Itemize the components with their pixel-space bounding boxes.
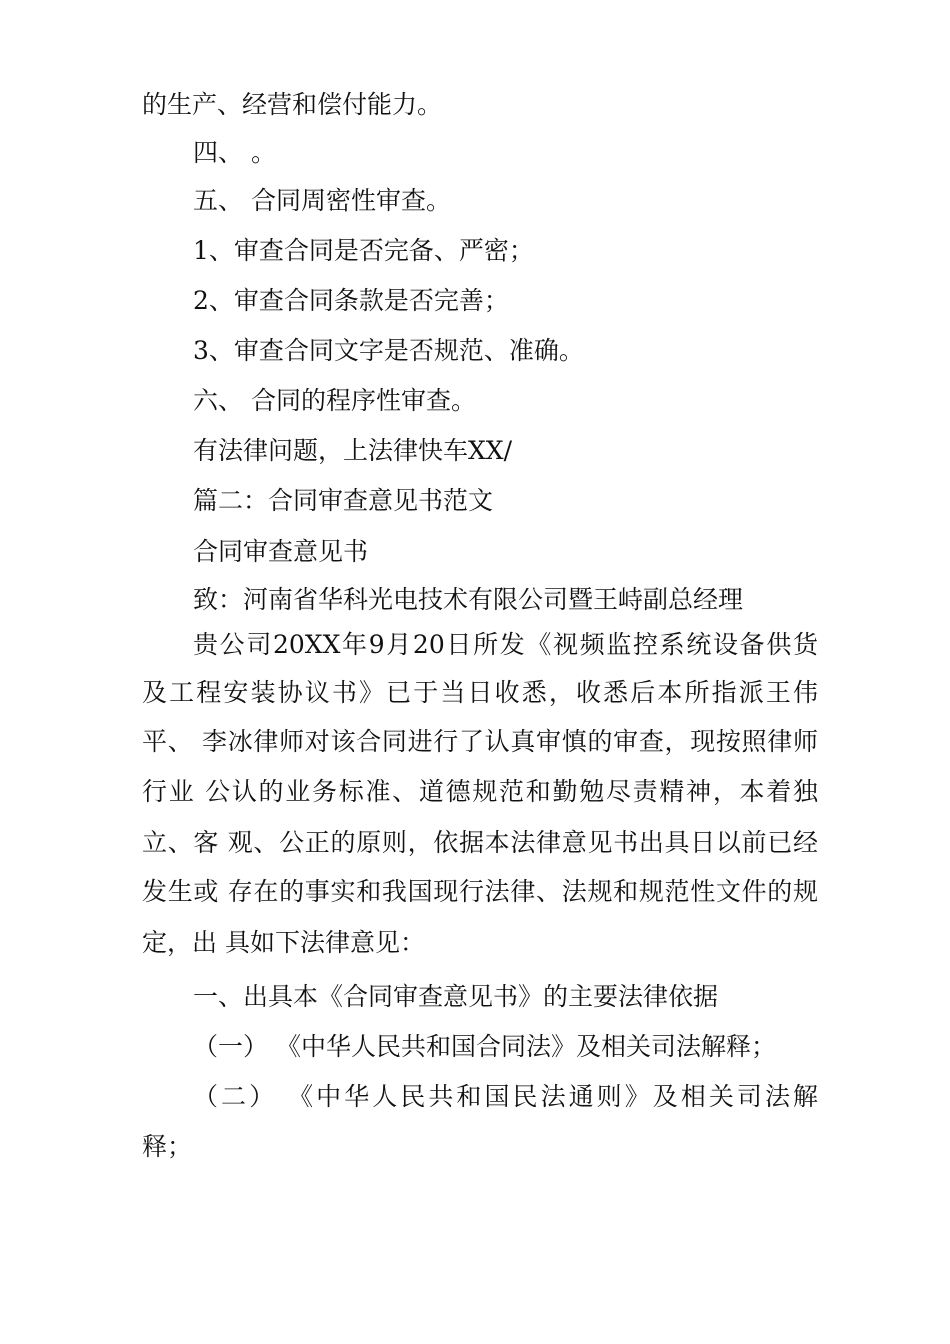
text-line-5: 2、审查合同条款是否完善；	[193, 286, 509, 315]
text-line-14: 平、 李冰律师对该合同进行了认真审慎的审查，现按照律师	[142, 727, 818, 756]
text-line-18: 定，出 具如下法律意见：	[142, 928, 425, 957]
text-line-13: 及工程安装协议书》已于当日收悉，收悉后本所指派王伟	[142, 678, 818, 707]
text-line-10: 合同审查意见书	[193, 537, 369, 566]
text-line-2: 四、 。	[193, 138, 276, 167]
text-line-7: 六、 合同的程序性审查。	[193, 386, 476, 415]
text-line-8: 有法律问题，上法律快车XX/	[193, 436, 513, 465]
text-line-9: 篇二：合同审查意见书范文	[193, 486, 494, 515]
text-line-20: （一） 《中华人民共和国合同法》及相关司法解释；	[193, 1032, 776, 1061]
text-line-3: 五、 合同周密性审查。	[193, 186, 451, 215]
text-line-17: 发生或 存在的事实和我国现行法律、法规和规范性文件的规	[142, 877, 818, 906]
text-line-12: 贵公司20XX年9月20日所发《视频监控系统设备供货	[193, 630, 818, 659]
text-line-4: 1、审查合同是否完备、严密；	[193, 236, 534, 265]
text-line-21: （二） 《中华人民共和国民法通则》及相关司法解	[193, 1082, 818, 1111]
text-line-6: 3、审查合同文字是否规范、准确。	[193, 336, 584, 365]
text-line-11: 致：河南省华科光电技术有限公司暨王峙副总经理	[193, 585, 744, 614]
text-line-16: 立、客 观、公正的原则，依据本法律意见书出具日以前已经	[142, 828, 818, 857]
text-line-19: 一、出具本《合同审查意见书》的主要法律依据	[193, 982, 719, 1011]
text-line-22: 释；	[142, 1132, 193, 1161]
text-line-15: 行业 公认的业务标准、道德规范和勤勉尽责精神，本着独	[142, 777, 818, 806]
text-line-1: 的生产、经营和偿付能力。	[142, 90, 443, 119]
